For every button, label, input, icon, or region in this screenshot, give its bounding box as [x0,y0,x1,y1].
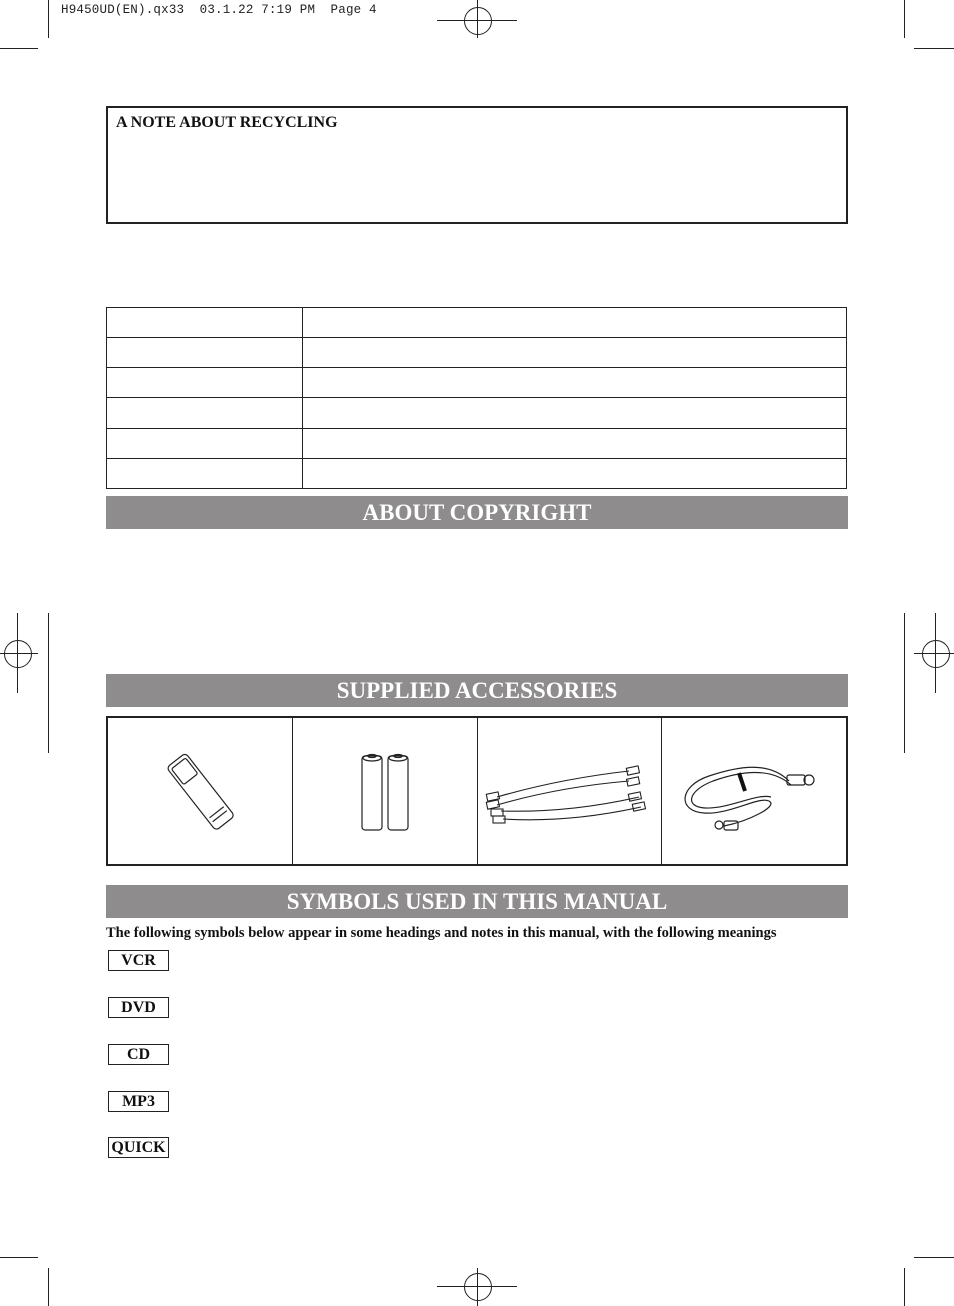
about-copyright-heading: ABOUT COPYRIGHT [106,496,848,529]
table-cell [107,428,303,458]
table-cell [303,458,847,488]
table-cell [107,368,303,398]
table-row [107,368,847,398]
table-cell [303,308,847,338]
accessories-grid [106,716,848,866]
spec-table [106,307,847,489]
table-cell [303,338,847,368]
symbol-tag-dvd: DVD [108,997,169,1018]
accessory-remote [108,718,293,864]
symbol-tag-mp3: MP3 [108,1091,169,1112]
recycling-note-title: A NOTE ABOUT RECYCLING [116,114,338,131]
table-row [107,338,847,368]
symbols-intro-text: The following symbols below appear in some headings and notes in this manual, with the following meanings [106,925,777,941]
accessory-av-cables [478,718,663,864]
accessory-rf-cable [662,718,846,864]
symbols-heading: SYMBOLS USED IN THIS MANUAL [106,885,848,918]
av-cables-icon [479,751,659,831]
table-cell [303,368,847,398]
rf-coaxial-cable-icon [669,741,839,841]
print-slug: H9450UD(EN).qx33 03.1.22 7:19 PM Page 4 [61,3,377,17]
table-row [107,398,847,428]
remote-control-icon [155,746,245,836]
table-cell [303,398,847,428]
supplied-accessories-heading: SUPPLIED ACCESSORIES [106,674,848,707]
symbol-tag-vcr: VCR [108,950,169,971]
table-row [107,458,847,488]
accessory-batteries [293,718,478,864]
table-cell [107,338,303,368]
batteries-icon [350,746,420,836]
table-cell [107,458,303,488]
table-cell [303,428,847,458]
table-row [107,308,847,338]
symbol-tag-cd: CD [108,1044,169,1065]
recycling-note-box [106,106,848,224]
table-cell [107,308,303,338]
table-cell [107,398,303,428]
table-row [107,428,847,458]
symbol-tag-quick: QUICK [108,1137,169,1158]
